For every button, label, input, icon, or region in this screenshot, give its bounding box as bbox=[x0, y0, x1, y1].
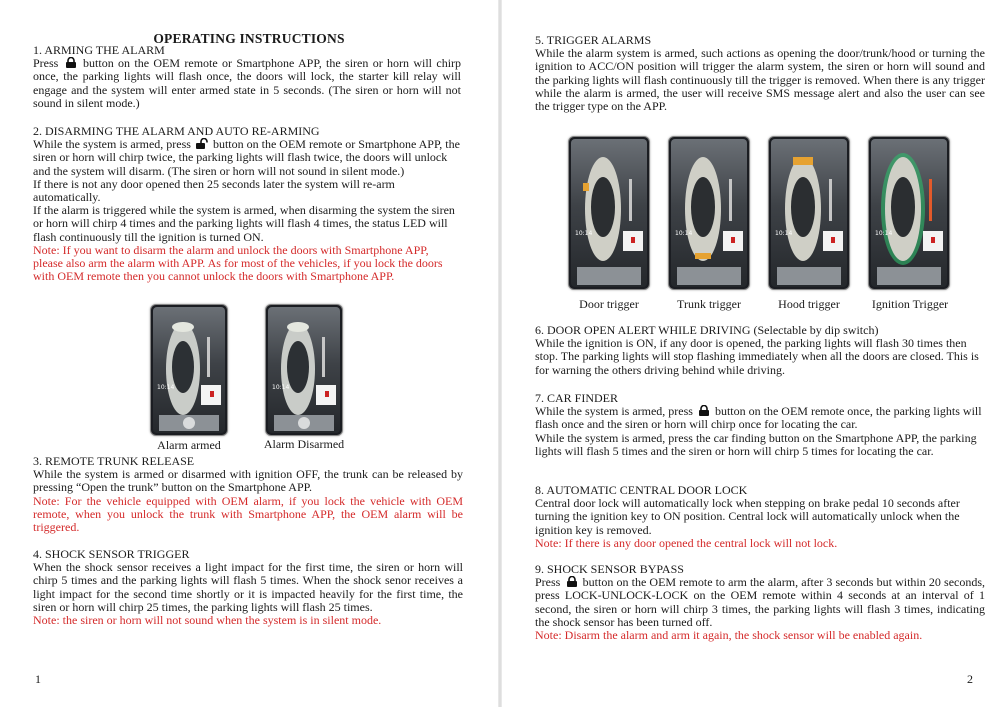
svg-text:10:14: 10:14 bbox=[675, 230, 693, 237]
section-heading: 5. TRIGGER ALARMS bbox=[535, 33, 652, 47]
section-text: button on the OEM remote or Smartphone bbox=[212, 137, 417, 152]
phone-screenshot-hood-trigger bbox=[768, 136, 850, 290]
left-page bbox=[0, 0, 498, 707]
car-icon bbox=[671, 139, 747, 287]
section-text: While the ignition is ON, if any door is opened, the parking lights will flash 30 times then stop. The parking lights will stop flashing immediately when all the doors are closed. This is for warning the others driving behind while driving. bbox=[535, 336, 979, 377]
section-heading: 7. CAR FINDER bbox=[535, 391, 619, 405]
svg-text:10:14: 10:14 bbox=[272, 384, 290, 391]
section-heading: 3. REMOTE TRUNK RELEASE bbox=[33, 454, 195, 468]
section-heading: 8. AUTOMATIC CENTRAL DOOR LOCK bbox=[535, 483, 748, 497]
section-text: While the system is armed, press bbox=[535, 404, 693, 419]
right-page bbox=[502, 0, 1000, 707]
section-heading: 6. DOOR OPEN ALERT WHILE DRIVING (Selectable by dip switch) bbox=[535, 323, 879, 337]
section-text: chirp once, the parking lights will flash once, the doors will lock, the starter kill relay will engage and the system will enter armed state in 5 seconds. (The siren or horn will not sound in silent mode.) bbox=[33, 56, 462, 110]
phone-screenshot-trunk-trigger bbox=[668, 136, 750, 290]
phone-screenshot-disarmed bbox=[265, 304, 343, 436]
caption-ignition-trigger: Ignition Trigger bbox=[871, 297, 949, 311]
section-text: button on the OEM remote to arm the alarm, after 3 seconds but within 20 bbox=[582, 575, 941, 590]
page-title: OPERATING INSTRUCTIONS bbox=[153, 31, 345, 46]
section-text: APP, the siren or horn will chirp twice, the parking lights will flash twice, the doors will unlock and the system will disarm. (The siren or horn will not sound in silent mode.) bbox=[33, 137, 460, 178]
caption-trunk-trigger: Trunk trigger bbox=[677, 297, 741, 311]
section-text: button on the OEM remote once, the parking bbox=[714, 404, 931, 419]
section-arming bbox=[33, 44, 461, 110]
section-note: Note: the siren or horn will not sound when the system is in silent mode. bbox=[33, 613, 382, 628]
caption-alarm-armed: Alarm armed bbox=[157, 438, 221, 452]
section-note: Note: For the vehicle equipped with OEM alarm, if you lock the vehicle with OEM remote, when you unlock the trunk with Smartphone APP, the OEM alarm will be triggered. bbox=[33, 493, 463, 535]
section-door-open-alert bbox=[535, 324, 985, 377]
section-note: Note: If you want to disarm the alarm and unlock the doors with Smartphone APP, please also arm the alarm with APP. As for most of the vehicles, if you lock the doors with OEM remote then you cannot unlock the doors with Smartphone APP. bbox=[33, 242, 443, 284]
svg-text:10:14: 10:14 bbox=[775, 230, 793, 237]
caption-alarm-disarmed: Alarm Disarmed bbox=[263, 437, 345, 451]
section-text: While the alarm system is armed, such actions as opening the door/trunk/hood or turning the ignition to ACC/ON position will trigger the alarm system, the siren or horn will sound and the parking lights will flash continuously till the trigger is removed. When there is any trigger while the alarm is armed, the user will receive SMS message alert and also the user can see the trigger type on the APP. bbox=[535, 46, 985, 114]
section-trigger bbox=[535, 34, 985, 113]
phone-screenshot-armed bbox=[150, 304, 228, 436]
page-number: 1 bbox=[35, 672, 41, 686]
unlock-icon bbox=[196, 138, 208, 149]
phone-screenshot-ignition-trigger bbox=[868, 136, 950, 290]
lock-icon bbox=[698, 405, 710, 416]
section-car-finder bbox=[535, 392, 985, 458]
section-text: lights will flash once and the siren or horn will chirp once for locating the car. bbox=[535, 404, 982, 432]
section-text: While the system is armed, press the car finding button on the Smartphone APP, the parking lights will flash 5 times and the siren or horn will chirp 5 times for locating the car. bbox=[535, 430, 977, 458]
section-text: While the system is armed or disarmed with ignition OFF, the trunk can be released by pressing “Open the trunk” button on the Smartphone APP. bbox=[33, 467, 463, 495]
section-text: Press bbox=[535, 575, 561, 590]
section-text: button on the OEM remote or Smartphone APP, the siren or horn will bbox=[83, 56, 433, 71]
lock-icon bbox=[65, 57, 77, 68]
page-number: 2 bbox=[967, 672, 973, 686]
car-icon bbox=[268, 307, 340, 433]
lock-icon bbox=[566, 576, 578, 587]
car-icon bbox=[871, 139, 947, 287]
section-text: Central door lock will automatically lock when stepping on brake pedal 10 seconds after turning the ignition key to ON position. Central lock will automatically unlock when the ignition key is removed. bbox=[535, 496, 960, 537]
section-note: Note: Disarm the alarm and arm it again, the shock sensor will be enabled again. bbox=[535, 628, 923, 643]
section-heading: 9. SHOCK SENSOR BYPASS bbox=[535, 562, 684, 576]
svg-text:10:14: 10:14 bbox=[157, 384, 175, 391]
section-heading: 2. DISARMING THE ALARM AND AUTO RE-ARMING bbox=[33, 124, 320, 138]
caption-door-trigger: Door trigger bbox=[579, 297, 639, 311]
section-heading: 4. SHOCK SENSOR TRIGGER bbox=[33, 547, 190, 561]
section-text: If the alarm is triggered while the system is armed, when disarming the system the siren or horn will chirp 4 times and the parking lights will flash 4 times, the status LED will flash continuously till the ignition is turned ON. bbox=[33, 203, 455, 244]
section-shock bbox=[33, 548, 463, 627]
section-text: seconds, press LOCK-UNLOCK-LOCK on the OEM remote within 4 seconds at an interval of 1 second, the siren or horn will chirp 3 times, the parking lights will flash 3 times, indicating the shock sensor has been turned off. bbox=[535, 575, 986, 629]
svg-text:10:14: 10:14 bbox=[875, 230, 893, 237]
section-text: Press bbox=[33, 56, 59, 71]
section-trunk bbox=[33, 455, 463, 534]
section-text: When the shock sensor receives a light impact for the first time, the siren or horn will chirp 5 times and the parking lights will flash 5 times. When the shock senor receives a light impact for the second time shortly or it is impacted heavily for the first time, the siren or horn will chirp 25 times, the parking lights will flash 25 times. bbox=[33, 560, 463, 614]
car-icon bbox=[771, 139, 847, 287]
caption-hood-trigger: Hood trigger bbox=[778, 297, 840, 311]
section-heading: 1. ARMING THE ALARM bbox=[33, 43, 165, 57]
car-icon bbox=[571, 139, 647, 287]
section-disarming bbox=[33, 125, 461, 283]
svg-text:10:14: 10:14 bbox=[575, 230, 593, 237]
section-text: If there is not any door opened then 25 seconds later the system will re-arm automatically. bbox=[33, 176, 395, 205]
car-icon bbox=[153, 307, 225, 433]
phone-screenshot-door-trigger bbox=[568, 136, 650, 290]
section-text: While the system is armed, press bbox=[33, 137, 191, 152]
section-note: Note: If there is any door opened the central lock will not lock. bbox=[535, 535, 838, 550]
section-central-lock bbox=[535, 484, 985, 550]
section-shock-bypass bbox=[535, 563, 985, 642]
